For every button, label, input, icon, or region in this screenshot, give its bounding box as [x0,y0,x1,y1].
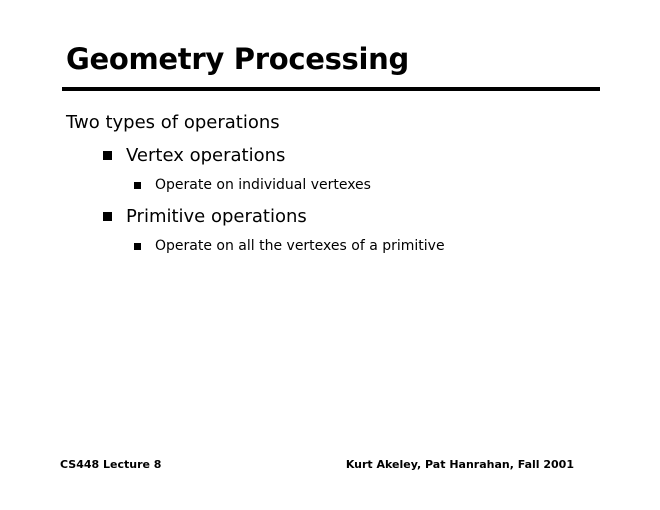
section-heading: Two types of operations [66,112,280,133]
title-underline [62,87,600,91]
bullet-label: Primitive operations [126,206,307,227]
square-bullet-icon [103,212,112,221]
square-bullet-icon [134,243,141,250]
footer-course: CS448 Lecture 8 [60,458,162,471]
sub-bullet-label: Operate on all the vertexes of a primitive [155,238,445,254]
sub-bullet-primitive [134,238,445,254]
footer-authors: Kurt Akeley, Pat Hanrahan, Fall 2001 [345,458,574,471]
sub-bullet-label: Operate on individual vertexes [155,177,371,193]
sub-bullet-vertex [134,177,371,193]
square-bullet-icon [134,182,141,189]
slide-title: Geometry Processing [66,42,409,76]
bullet-label: Vertex operations [126,145,286,166]
square-bullet-icon [103,151,112,160]
bullet-primitive-operations [103,206,307,227]
bullet-vertex-operations [103,145,285,166]
